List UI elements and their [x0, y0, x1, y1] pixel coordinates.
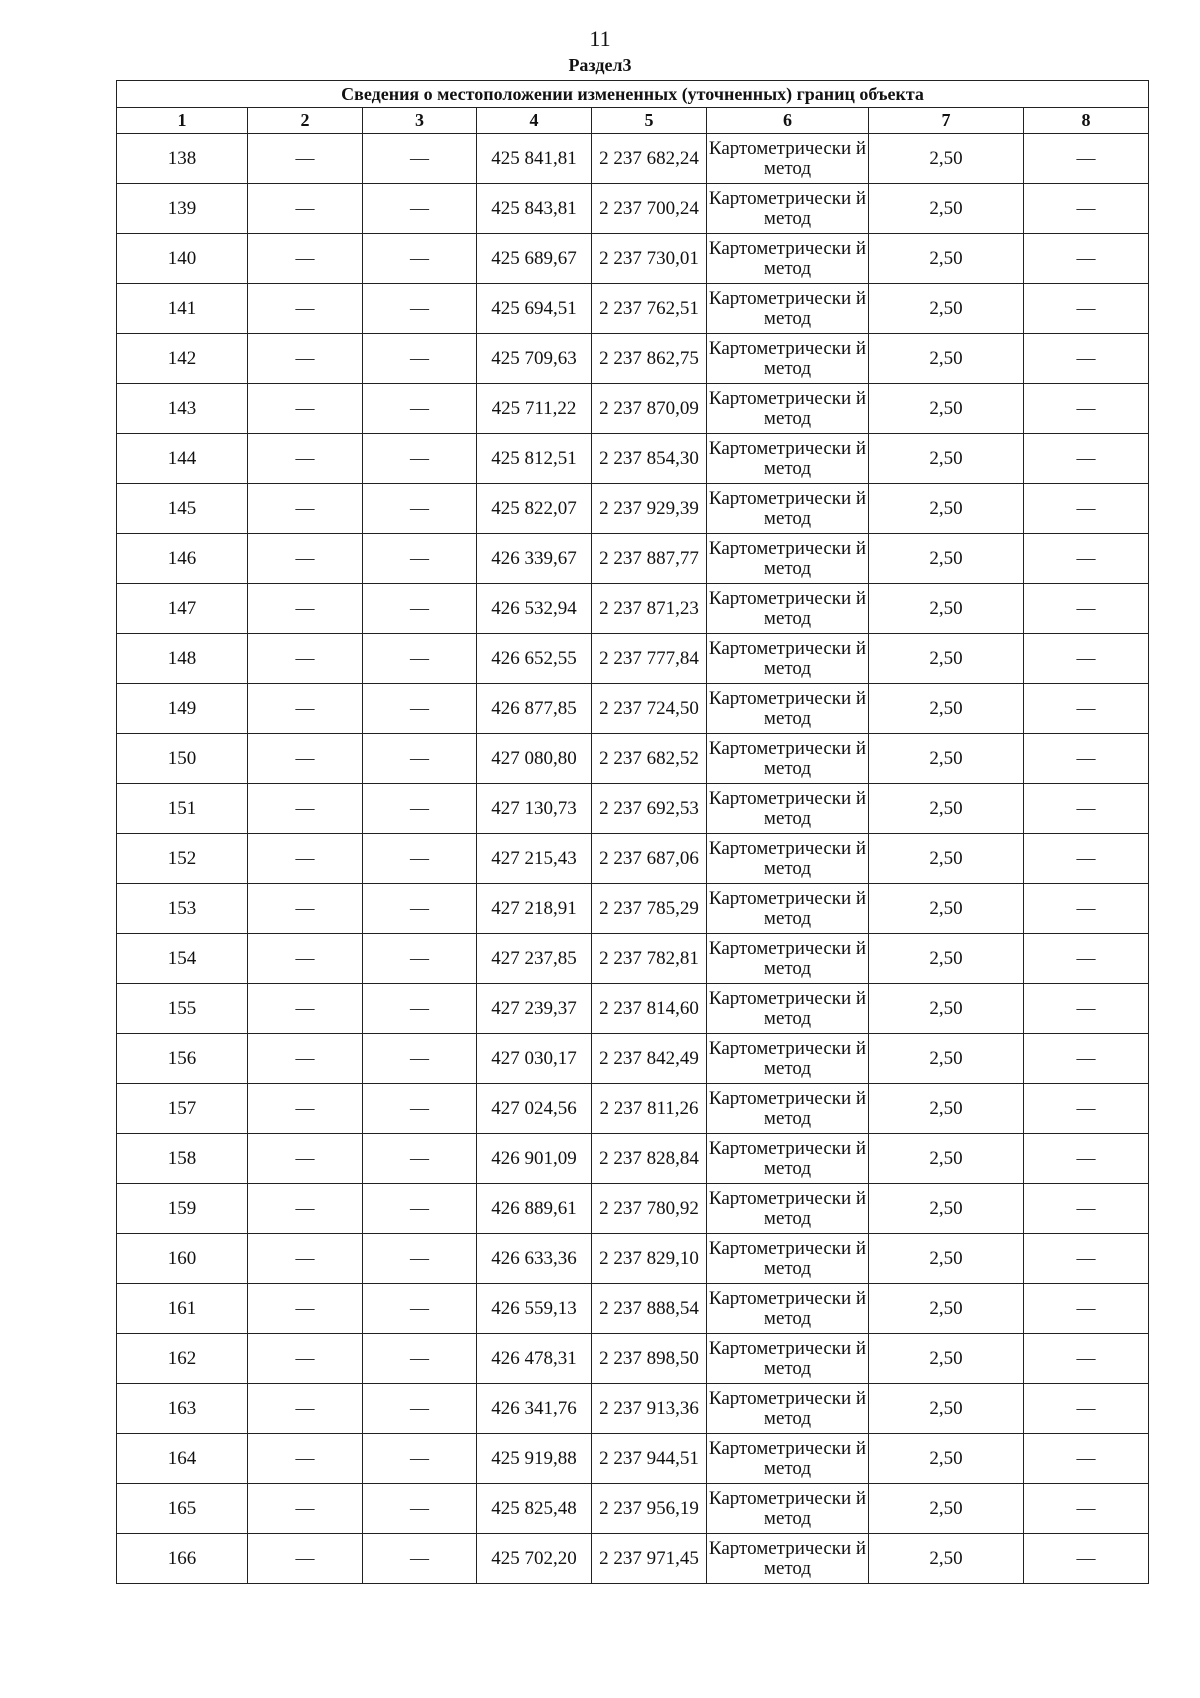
x-coordinate-cell: 426 341,76 [477, 1384, 592, 1434]
y-coordinate-cell: 2 237 887,77 [592, 534, 707, 584]
accuracy-cell: 2,50 [869, 684, 1024, 734]
accuracy-cell: 2,50 [869, 534, 1024, 584]
x-coordinate-cell: 427 030,17 [477, 1034, 592, 1084]
column-8-cell: — [1024, 1284, 1149, 1334]
table-row [117, 334, 1149, 384]
table-row [117, 134, 1149, 184]
column-8-cell: — [1024, 1484, 1149, 1534]
method-cell: Картометрически й метод [707, 1434, 869, 1484]
accuracy-cell: 2,50 [869, 734, 1024, 784]
method-cell: Картометрически й метод [707, 1134, 869, 1184]
y-coordinate-cell: 2 237 682,24 [592, 134, 707, 184]
column-8-cell: — [1024, 834, 1149, 884]
method-cell: Картометрически й метод [707, 784, 869, 834]
point-number-cell: 152 [117, 834, 248, 884]
accuracy-cell: 2,50 [869, 1134, 1024, 1184]
x-coordinate-cell: 425 689,67 [477, 234, 592, 284]
table-row [117, 634, 1149, 684]
point-number-cell: 143 [117, 384, 248, 434]
column-3-cell: — [363, 834, 477, 884]
point-number-cell: 154 [117, 934, 248, 984]
point-number-cell: 151 [117, 784, 248, 834]
point-number-cell: 163 [117, 1384, 248, 1434]
table-row [117, 234, 1149, 284]
table-row [117, 284, 1149, 334]
point-number-cell: 164 [117, 1434, 248, 1484]
table-row [117, 384, 1149, 434]
column-2-cell: — [248, 584, 363, 634]
point-number-cell: 156 [117, 1034, 248, 1084]
table-row [117, 484, 1149, 534]
column-3-cell: — [363, 684, 477, 734]
method-cell: Картометрически й метод [707, 1384, 869, 1434]
method-cell: Картометрически й метод [707, 384, 869, 434]
table-row [117, 534, 1149, 584]
column-8-cell: — [1024, 1384, 1149, 1434]
method-cell: Картометрически й метод [707, 684, 869, 734]
point-number-cell: 153 [117, 884, 248, 934]
method-cell: Картометрически й метод [707, 734, 869, 784]
column-3-cell: — [363, 134, 477, 184]
table-row [117, 934, 1149, 984]
y-coordinate-cell: 2 237 929,39 [592, 484, 707, 534]
accuracy-cell: 2,50 [869, 484, 1024, 534]
x-coordinate-cell: 427 239,37 [477, 984, 592, 1034]
x-coordinate-cell: 427 024,56 [477, 1084, 592, 1134]
column-8-cell: — [1024, 984, 1149, 1034]
column-3-cell: — [363, 584, 477, 634]
column-2-cell: — [248, 734, 363, 784]
y-coordinate-cell: 2 237 687,06 [592, 834, 707, 884]
column-8-cell: — [1024, 334, 1149, 384]
column-3-cell: — [363, 734, 477, 784]
column-2-cell: — [248, 434, 363, 484]
column-2-cell: — [248, 484, 363, 534]
column-3-cell: — [363, 384, 477, 434]
column-2-cell: — [248, 1234, 363, 1284]
column-3-cell: — [363, 984, 477, 1034]
column-2-cell: — [248, 784, 363, 834]
column-8-cell: — [1024, 184, 1149, 234]
table-row [117, 784, 1149, 834]
column-8-cell: — [1024, 1034, 1149, 1084]
column-3-cell: — [363, 334, 477, 384]
x-coordinate-cell: 426 889,61 [477, 1184, 592, 1234]
y-coordinate-cell: 2 237 730,01 [592, 234, 707, 284]
accuracy-cell: 2,50 [869, 1084, 1024, 1134]
section-title: Раздел3 [568, 55, 632, 75]
y-coordinate-cell: 2 237 913,36 [592, 1384, 707, 1434]
y-coordinate-cell: 2 237 762,51 [592, 284, 707, 334]
column-2-cell: — [248, 1434, 363, 1484]
x-coordinate-cell: 425 711,22 [477, 384, 592, 434]
column-2-cell: — [248, 634, 363, 684]
point-number-cell: 165 [117, 1484, 248, 1534]
column-8-cell: — [1024, 1434, 1149, 1484]
table-row [117, 1484, 1149, 1534]
x-coordinate-cell: 425 812,51 [477, 434, 592, 484]
method-cell: Картометрически й метод [707, 1284, 869, 1334]
column-8-cell: — [1024, 684, 1149, 734]
column-3-cell: — [363, 1434, 477, 1484]
column-header: 8 [1024, 108, 1149, 134]
column-header-row [117, 108, 1149, 134]
column-header: 2 [248, 108, 363, 134]
point-number-cell: 145 [117, 484, 248, 534]
y-coordinate-cell: 2 237 814,60 [592, 984, 707, 1034]
accuracy-cell: 2,50 [869, 1334, 1024, 1384]
column-3-cell: — [363, 1134, 477, 1184]
point-number-cell: 147 [117, 584, 248, 634]
column-3-cell: — [363, 284, 477, 334]
accuracy-cell: 2,50 [869, 784, 1024, 834]
column-8-cell: — [1024, 734, 1149, 784]
accuracy-cell: 2,50 [869, 1384, 1024, 1434]
column-2-cell: — [248, 184, 363, 234]
x-coordinate-cell: 427 218,91 [477, 884, 592, 934]
accuracy-cell: 2,50 [869, 1434, 1024, 1484]
accuracy-cell: 2,50 [869, 384, 1024, 434]
x-coordinate-cell: 425 709,63 [477, 334, 592, 384]
x-coordinate-cell: 426 532,94 [477, 584, 592, 634]
column-3-cell: — [363, 534, 477, 584]
point-number-cell: 155 [117, 984, 248, 1034]
method-cell: Картометрически й метод [707, 1484, 869, 1534]
column-8-cell: — [1024, 384, 1149, 434]
y-coordinate-cell: 2 237 828,84 [592, 1134, 707, 1184]
column-2-cell: — [248, 534, 363, 584]
point-number-cell: 160 [117, 1234, 248, 1284]
accuracy-cell: 2,50 [869, 1184, 1024, 1234]
table-row [117, 1384, 1149, 1434]
point-number-cell: 162 [117, 1334, 248, 1384]
accuracy-cell: 2,50 [869, 1284, 1024, 1334]
x-coordinate-cell: 426 339,67 [477, 534, 592, 584]
method-cell: Картометрически й метод [707, 284, 869, 334]
column-2-cell: — [248, 1334, 363, 1384]
accuracy-cell: 2,50 [869, 884, 1024, 934]
column-3-cell: — [363, 1034, 477, 1084]
point-number-cell: 166 [117, 1534, 248, 1584]
method-cell: Картометрически й метод [707, 334, 869, 384]
table-row [117, 684, 1149, 734]
column-3-cell: — [363, 184, 477, 234]
accuracy-cell: 2,50 [869, 834, 1024, 884]
x-coordinate-cell: 426 901,09 [477, 1134, 592, 1184]
accuracy-cell: 2,50 [869, 934, 1024, 984]
column-3-cell: — [363, 484, 477, 534]
column-8-cell: — [1024, 484, 1149, 534]
column-3-cell: — [363, 1484, 477, 1534]
column-8-cell: — [1024, 584, 1149, 634]
column-3-cell: — [363, 1384, 477, 1434]
column-8-cell: — [1024, 884, 1149, 934]
column-8-cell: — [1024, 1084, 1149, 1134]
accuracy-cell: 2,50 [869, 634, 1024, 684]
table-row [117, 184, 1149, 234]
method-cell: Картометрически й метод [707, 1534, 869, 1584]
table-row [117, 1534, 1149, 1584]
method-cell: Картометрически й метод [707, 234, 869, 284]
column-8-cell: — [1024, 1184, 1149, 1234]
point-number-cell: 146 [117, 534, 248, 584]
x-coordinate-cell: 427 237,85 [477, 934, 592, 984]
method-cell: Картометрически й метод [707, 834, 869, 884]
point-number-cell: 150 [117, 734, 248, 784]
point-number-cell: 159 [117, 1184, 248, 1234]
y-coordinate-cell: 2 237 862,75 [592, 334, 707, 384]
column-2-cell: — [248, 1084, 363, 1134]
column-8-cell: — [1024, 284, 1149, 334]
column-2-cell: — [248, 834, 363, 884]
y-coordinate-cell: 2 237 898,50 [592, 1334, 707, 1384]
column-8-cell: — [1024, 934, 1149, 984]
y-coordinate-cell: 2 237 829,10 [592, 1234, 707, 1284]
method-cell: Картометрически й метод [707, 1334, 869, 1384]
x-coordinate-cell: 425 822,07 [477, 484, 592, 534]
column-2-cell: — [248, 284, 363, 334]
x-coordinate-cell: 425 841,81 [477, 134, 592, 184]
method-cell: Картометрически й метод [707, 934, 869, 984]
y-coordinate-cell: 2 237 724,50 [592, 684, 707, 734]
accuracy-cell: 2,50 [869, 134, 1024, 184]
column-3-cell: — [363, 634, 477, 684]
method-cell: Картометрически й метод [707, 184, 869, 234]
x-coordinate-cell: 425 843,81 [477, 184, 592, 234]
column-3-cell: — [363, 1084, 477, 1134]
x-coordinate-cell: 426 877,85 [477, 684, 592, 734]
column-header: 6 [707, 108, 869, 134]
column-8-cell: — [1024, 634, 1149, 684]
accuracy-cell: 2,50 [869, 1534, 1024, 1584]
column-8-cell: — [1024, 534, 1149, 584]
accuracy-cell: 2,50 [869, 284, 1024, 334]
column-2-cell: — [248, 134, 363, 184]
x-coordinate-cell: 426 652,55 [477, 634, 592, 684]
column-header: 3 [363, 108, 477, 134]
y-coordinate-cell: 2 237 782,81 [592, 934, 707, 984]
column-2-cell: — [248, 934, 363, 984]
point-number-cell: 161 [117, 1284, 248, 1334]
y-coordinate-cell: 2 237 692,53 [592, 784, 707, 834]
column-3-cell: — [363, 784, 477, 834]
y-coordinate-cell: 2 237 971,45 [592, 1534, 707, 1584]
column-3-cell: — [363, 1334, 477, 1384]
accuracy-cell: 2,50 [869, 234, 1024, 284]
x-coordinate-cell: 425 919,88 [477, 1434, 592, 1484]
point-number-cell: 144 [117, 434, 248, 484]
point-number-cell: 138 [117, 134, 248, 184]
point-number-cell: 140 [117, 234, 248, 284]
table-row [117, 1184, 1149, 1234]
y-coordinate-cell: 2 237 811,26 [592, 1084, 707, 1134]
table-row [117, 1434, 1149, 1484]
method-cell: Картометрически й метод [707, 1084, 869, 1134]
column-header: 4 [477, 108, 592, 134]
x-coordinate-cell: 425 702,20 [477, 1534, 592, 1584]
method-cell: Картометрически й метод [707, 484, 869, 534]
y-coordinate-cell: 2 237 944,51 [592, 1434, 707, 1484]
table-row [117, 434, 1149, 484]
table-row [117, 1134, 1149, 1184]
column-2-cell: — [248, 1384, 363, 1434]
y-coordinate-cell: 2 237 842,49 [592, 1034, 707, 1084]
y-coordinate-cell: 2 237 854,30 [592, 434, 707, 484]
column-8-cell: — [1024, 784, 1149, 834]
point-number-cell: 141 [117, 284, 248, 334]
boundary-coordinates-table [116, 80, 1149, 1584]
y-coordinate-cell: 2 237 870,09 [592, 384, 707, 434]
method-cell: Картометрически й метод [707, 884, 869, 934]
accuracy-cell: 2,50 [869, 1234, 1024, 1284]
column-2-cell: — [248, 884, 363, 934]
x-coordinate-cell: 427 130,73 [477, 784, 592, 834]
column-8-cell: — [1024, 434, 1149, 484]
method-cell: Картометрически й метод [707, 434, 869, 484]
point-number-cell: 142 [117, 334, 248, 384]
x-coordinate-cell: 427 080,80 [477, 734, 592, 784]
column-8-cell: — [1024, 1334, 1149, 1384]
column-3-cell: — [363, 934, 477, 984]
table-row [117, 884, 1149, 934]
column-2-cell: — [248, 1034, 363, 1084]
point-number-cell: 139 [117, 184, 248, 234]
accuracy-cell: 2,50 [869, 434, 1024, 484]
accuracy-cell: 2,50 [869, 1034, 1024, 1084]
table-row [117, 834, 1149, 884]
y-coordinate-cell: 2 237 682,52 [592, 734, 707, 784]
method-cell: Картометрически й метод [707, 534, 869, 584]
table-row [117, 584, 1149, 634]
method-cell: Картометрически й метод [707, 1184, 869, 1234]
point-number-cell: 157 [117, 1084, 248, 1134]
method-cell: Картометрически й метод [707, 634, 869, 684]
method-cell: Картометрически й метод [707, 584, 869, 634]
point-number-cell: 158 [117, 1134, 248, 1184]
table-row [117, 1334, 1149, 1384]
column-3-cell: — [363, 1184, 477, 1234]
table-row [117, 984, 1149, 1034]
column-3-cell: — [363, 884, 477, 934]
column-3-cell: — [363, 234, 477, 284]
y-coordinate-cell: 2 237 780,92 [592, 1184, 707, 1234]
column-2-cell: — [248, 1284, 363, 1334]
column-3-cell: — [363, 1234, 477, 1284]
accuracy-cell: 2,50 [869, 1484, 1024, 1534]
table-row [117, 1034, 1149, 1084]
accuracy-cell: 2,50 [869, 584, 1024, 634]
column-3-cell: — [363, 1284, 477, 1334]
column-8-cell: — [1024, 1534, 1149, 1584]
column-2-cell: — [248, 334, 363, 384]
x-coordinate-cell: 427 215,43 [477, 834, 592, 884]
y-coordinate-cell: 2 237 871,23 [592, 584, 707, 634]
y-coordinate-cell: 2 237 777,84 [592, 634, 707, 684]
y-coordinate-cell: 2 237 700,24 [592, 184, 707, 234]
table-row [117, 1084, 1149, 1134]
method-cell: Картометрически й метод [707, 1034, 869, 1084]
method-cell: Картометрически й метод [707, 134, 869, 184]
column-3-cell: — [363, 1534, 477, 1584]
column-2-cell: — [248, 1484, 363, 1534]
table-row [117, 1234, 1149, 1284]
table-caption-row [117, 81, 1149, 108]
x-coordinate-cell: 426 559,13 [477, 1284, 592, 1334]
table-row [117, 1284, 1149, 1334]
column-2-cell: — [248, 1134, 363, 1184]
table-row [117, 734, 1149, 784]
accuracy-cell: 2,50 [869, 334, 1024, 384]
column-8-cell: — [1024, 1234, 1149, 1284]
column-2-cell: — [248, 234, 363, 284]
x-coordinate-cell: 426 478,31 [477, 1334, 592, 1384]
column-8-cell: — [1024, 234, 1149, 284]
y-coordinate-cell: 2 237 785,29 [592, 884, 707, 934]
column-8-cell: — [1024, 134, 1149, 184]
table-caption: Сведения о местоположении измененных (уточненных) границ объекта [117, 81, 1149, 108]
column-2-cell: — [248, 384, 363, 434]
column-2-cell: — [248, 984, 363, 1034]
point-number-cell: 149 [117, 684, 248, 734]
column-header: 7 [869, 108, 1024, 134]
accuracy-cell: 2,50 [869, 184, 1024, 234]
column-header: 5 [592, 108, 707, 134]
column-3-cell: — [363, 434, 477, 484]
column-2-cell: — [248, 1184, 363, 1234]
x-coordinate-cell: 425 694,51 [477, 284, 592, 334]
y-coordinate-cell: 2 237 888,54 [592, 1284, 707, 1334]
accuracy-cell: 2,50 [869, 984, 1024, 1034]
point-number-cell: 148 [117, 634, 248, 684]
method-cell: Картометрически й метод [707, 1234, 869, 1284]
column-header: 1 [117, 108, 248, 134]
column-8-cell: — [1024, 1134, 1149, 1184]
column-2-cell: — [248, 684, 363, 734]
x-coordinate-cell: 426 633,36 [477, 1234, 592, 1284]
y-coordinate-cell: 2 237 956,19 [592, 1484, 707, 1534]
page-number: 11 [589, 26, 611, 51]
x-coordinate-cell: 425 825,48 [477, 1484, 592, 1534]
method-cell: Картометрически й метод [707, 984, 869, 1034]
column-2-cell: — [248, 1534, 363, 1584]
